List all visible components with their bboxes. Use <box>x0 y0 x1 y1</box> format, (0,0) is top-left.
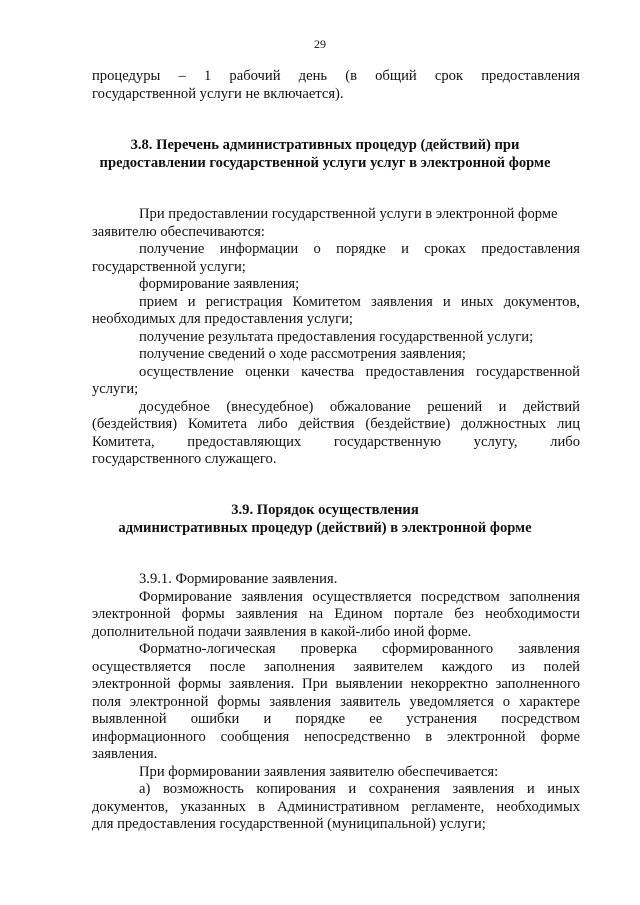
text-line: Формирование заявления осуществляется посредством заполнения <box>139 589 580 605</box>
text-line: государственного служащего. <box>92 451 277 467</box>
section-heading: 3.9. Порядок осуществления <box>231 502 419 518</box>
text-line: получение результата предоставления государственной услуги; <box>139 329 534 345</box>
text-line: 3.9.1. Формирование заявления. <box>139 571 338 587</box>
section-heading: административных процедур (действий) в электронной форме <box>118 520 532 536</box>
text-line: государственной услуги; <box>92 259 246 275</box>
text-line: процедуры – 1 рабочий день (в общий срок предоставления <box>92 68 580 84</box>
text-line: формирование заявления; <box>139 276 300 292</box>
text-line: государственной услуги не включается). <box>92 86 344 102</box>
text-line: электронной формы заявления. При выявлении некорректно заполненного <box>92 676 580 692</box>
text-line: заявителю обеспечиваются: <box>92 224 265 240</box>
text-line: прием и регистрация Комитетом заявления и иных документов, <box>139 294 580 310</box>
text-line: осуществляется после заполнения заявителем каждого из полей <box>92 659 580 675</box>
text-line: информационного сообщения непосредственно в электронной форме <box>92 729 580 745</box>
section-heading: 3.8. Перечень административных процедур (действий) при <box>130 137 520 153</box>
text-line: электронной формы заявления на Едином портале без необходимости <box>92 606 580 622</box>
text-line: документов, указанных в Административном регламенте, необходимых <box>92 799 580 815</box>
text-line: необходимых для предоставления услуги; <box>92 311 353 327</box>
text-line: услуги; <box>92 381 139 397</box>
text-line: При формировании заявления заявителю обеспечивается: <box>139 764 499 780</box>
text-line: для предоставления государственной (муниципальной) услуги; <box>92 816 486 832</box>
text-line: получение сведений о ходе рассмотрения заявления; <box>139 346 466 362</box>
text-line: Форматно-логическая проверка сформированного заявления <box>139 641 580 657</box>
text-line: При предоставлении государственной услуги в электронной форме <box>139 206 558 222</box>
text-line: получение информации о порядке и сроках предоставления <box>139 241 580 257</box>
text-line: дополнительной подачи заявления в какой-либо иной форме. <box>92 624 472 640</box>
text-line: заявления. <box>92 746 158 762</box>
page-number: 29 <box>314 37 326 51</box>
text-line: а) возможность копирования и сохранения заявления и иных <box>139 781 580 797</box>
text-line: (бездействия) Комитета либо действия (бездействие) должностных лиц <box>92 416 580 432</box>
text-line: выявленной ошибки и порядке ее устранения посредством <box>92 711 580 727</box>
section-heading: предоставлении государственной услуги услуг в электронной форме <box>99 155 551 171</box>
text-line: досудебное (внесудебное) обжалование решений и действий <box>139 399 580 415</box>
text-line: поля электронной формы заявления заявитель уведомляется о характере <box>92 694 580 710</box>
text-line: Комитета, предоставляющих государственную услугу, либо <box>92 434 580 450</box>
text-line: осуществление оценки качества предоставления государственной <box>139 364 580 380</box>
